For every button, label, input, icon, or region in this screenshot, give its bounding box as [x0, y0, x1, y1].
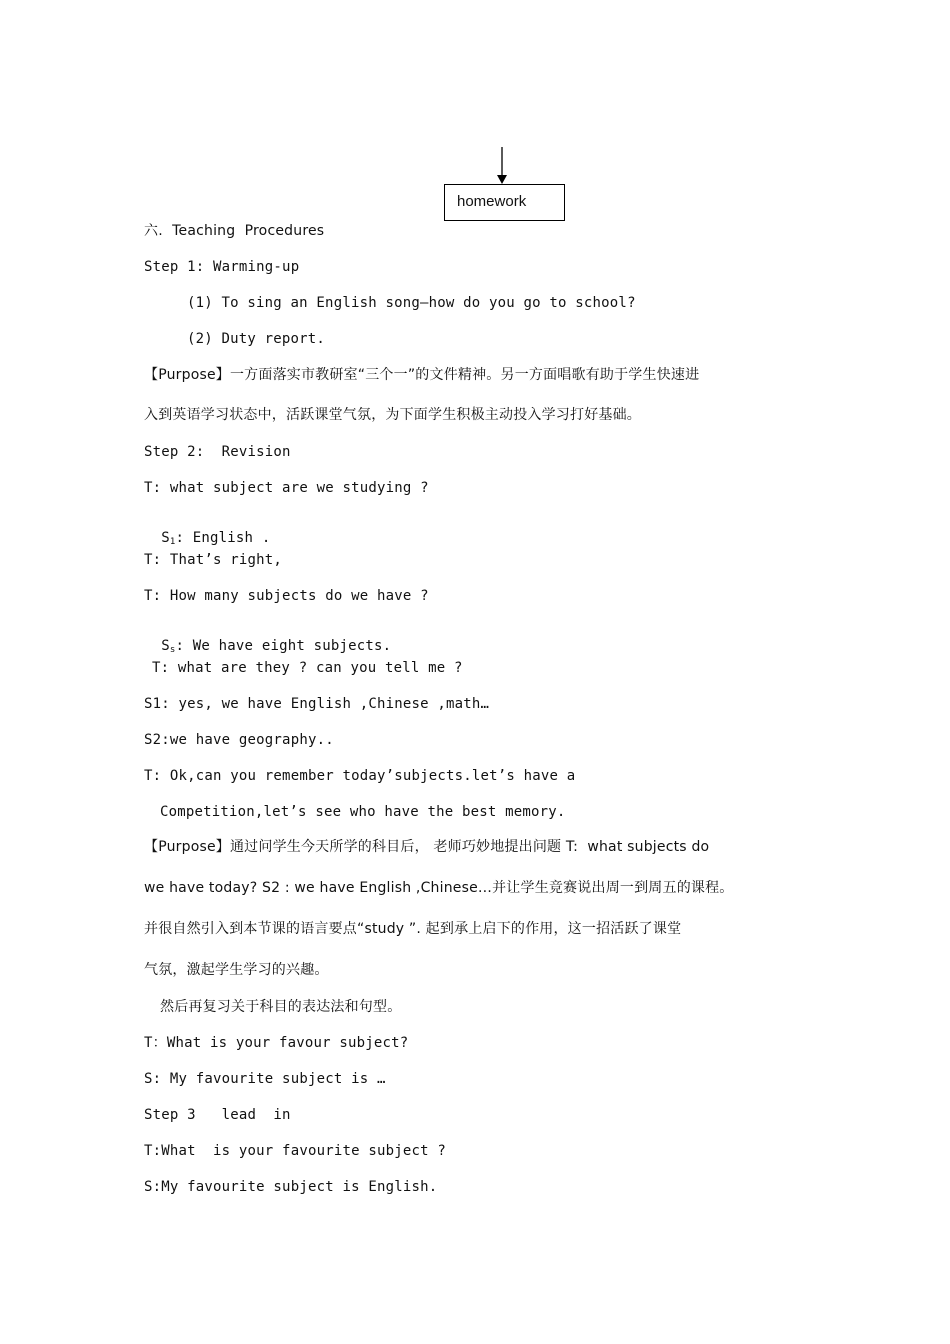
dialogue-line: T: what are they ? can you tell me ?	[152, 660, 463, 676]
speaker: S	[161, 638, 170, 654]
purpose-2-line-1: 【Purpose】通过问学生今天所学的科目后， 老师巧妙地提出问题 T: what subjects do	[144, 839, 710, 855]
dialogue-line	[144, 625, 391, 655]
step-2-heading: Step 2: Revision	[144, 444, 291, 460]
flowchart-homework-box	[444, 184, 565, 221]
purpose-2-line-3: 并很自然引入到本节课的语言要点“study ”. 起到承上启下的作用，这一招活跃了课堂	[144, 921, 682, 937]
dialogue-line: T: what subject are we studying ?	[144, 480, 429, 496]
flow-arrow-down-icon	[495, 147, 509, 185]
purpose-2-line-2: we have today? S2 : we have English ,Chinese…并让学生竞赛说出周一到周五的课程。	[144, 880, 734, 896]
dialogue-text: : English .	[175, 530, 271, 546]
step-1-item-2: (2) Duty report.	[187, 331, 326, 347]
step-3-heading: Step 3 lead in	[144, 1107, 291, 1123]
dialogue-line	[144, 517, 270, 547]
section-title: 六. Teaching Procedures	[144, 223, 325, 239]
dialogue-line: T: How many subjects do we have ?	[144, 588, 429, 604]
dialogue-line: S1: yes, we have English ,Chinese ,math…	[144, 696, 490, 712]
step-1-item-1: (1) To sing an English song—how do you go to school?	[187, 295, 636, 311]
dialogue-line: T:What is your favourite subject ?	[144, 1143, 447, 1159]
dialogue-line: T: Ok,can you remember today’subjects.let’s have a	[144, 768, 576, 784]
review-note: 然后再复习关于科目的表达法和句型。	[160, 999, 402, 1015]
speaker: S	[161, 530, 170, 546]
dialogue-line: Competition,let’s see who have the best memory.	[160, 804, 566, 820]
dialogue-text: : We have eight subjects.	[175, 638, 392, 654]
step-1-heading: Step 1: Warming-up	[144, 259, 300, 275]
dialogue-line: S: My favourite subject is …	[144, 1071, 386, 1087]
dialogue-line: T：What is your favour subject?	[144, 1035, 409, 1051]
speaker-subscript: 1	[169, 537, 176, 547]
dialogue-line: T: That’s right,	[144, 552, 283, 568]
dialogue-line: S:My favourite subject is English.	[144, 1179, 438, 1195]
dialogue-line: S2:we have geography..	[144, 732, 334, 748]
purpose-2-line-4: 气氛，激起学生学习的兴趣。	[144, 962, 329, 978]
flowchart-box-label: homework	[457, 193, 527, 210]
purpose-1-line-2: 入到英语学习状态中，活跃课堂气氛，为下面学生积极主动投入学习打好基础。	[144, 407, 641, 423]
purpose-1-line-1: 【Purpose】一方面落实市教研室“三个一”的文件精神。另一方面唱歌有助于学生快速进	[144, 367, 700, 383]
speaker-subscript: s	[169, 645, 176, 655]
